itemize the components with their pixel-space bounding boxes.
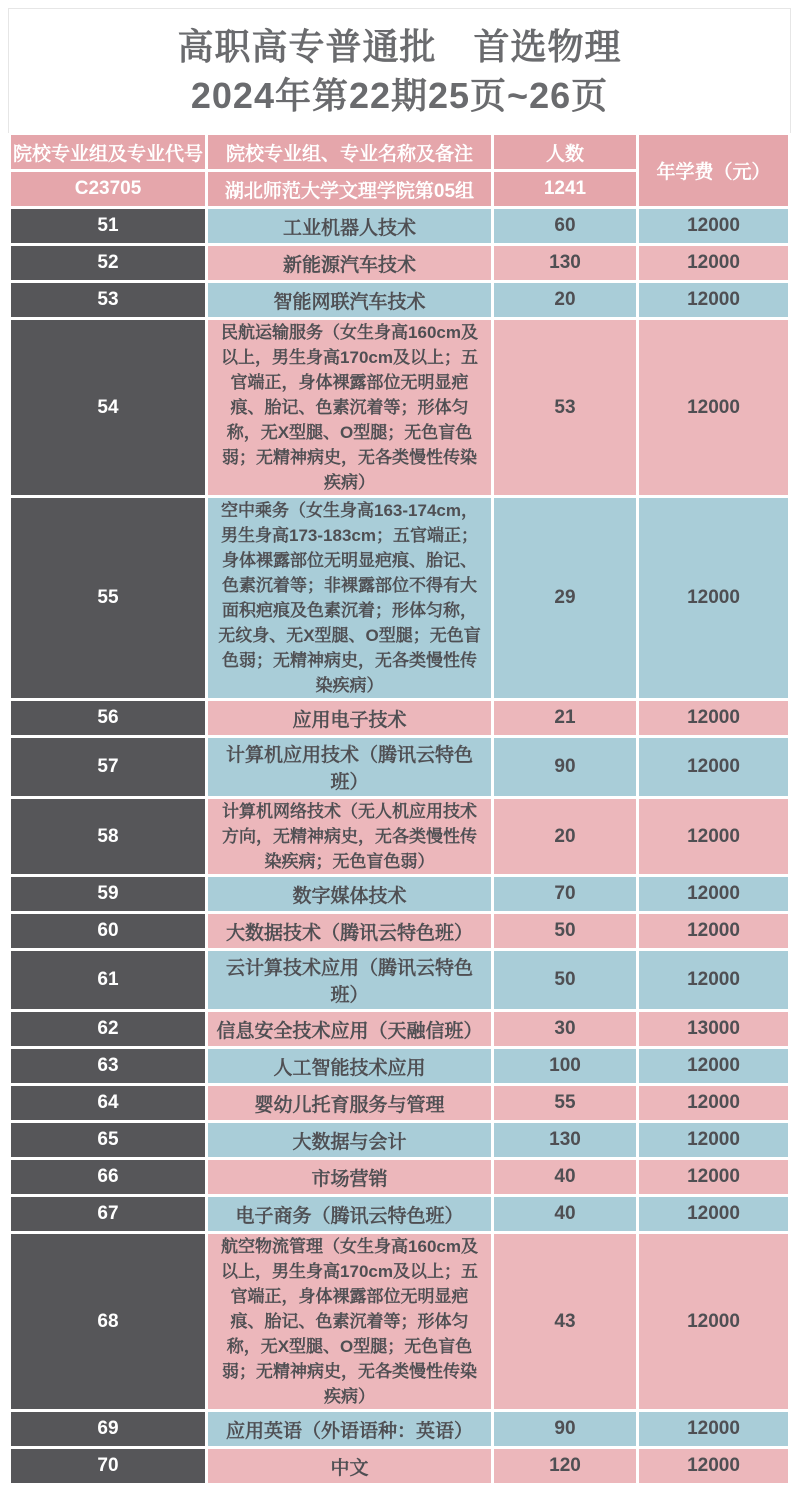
major-code: 60 [11,914,205,948]
major-name: 新能源汽车技术 [208,246,491,280]
major-name: 云计算技术应用（腾讯云特色班） [208,951,491,1009]
table-row [11,951,788,1009]
table-row [11,283,788,317]
table-row [11,1123,788,1157]
tuition-fee: 12000 [639,1197,788,1231]
major-code: 52 [11,246,205,280]
tuition-fee: 12000 [639,283,788,317]
major-name: 信息安全技术应用（天融信班） [208,1012,491,1046]
major-code: 64 [11,1086,205,1120]
tuition-fee: 12000 [639,1449,788,1483]
admission-count: 90 [494,738,636,796]
tuition-fee: 12000 [639,738,788,796]
admission-count: 40 [494,1197,636,1231]
admission-count: 130 [494,1123,636,1157]
major-name: 婴幼儿托育服务与管理 [208,1086,491,1120]
major-name: 电子商务（腾讯云特色班） [208,1197,491,1231]
admissions-table [8,132,791,1486]
table-row [11,1049,788,1083]
major-code: 55 [11,498,205,698]
major-code: 66 [11,1160,205,1194]
major-name: 人工智能技术应用 [208,1049,491,1083]
major-name: 大数据技术（腾讯云特色班） [208,914,491,948]
admission-count: 50 [494,951,636,1009]
tuition-fee: 12000 [639,209,788,243]
table-row [11,914,788,948]
header-count: 人数 [494,135,636,169]
header-major-name: 院校专业组、专业名称及备注 [208,135,491,169]
tuition-fee: 12000 [639,951,788,1009]
tuition-fee: 12000 [639,799,788,874]
table-row [11,1160,788,1194]
table-row [11,877,788,911]
admission-count: 50 [494,914,636,948]
table-row [11,738,788,796]
table-row [11,1086,788,1120]
tuition-fee: 12000 [639,1123,788,1157]
major-code: 51 [11,209,205,243]
group-count: 1241 [494,172,636,206]
major-name: 航空物流管理（女生身高160cm及以上，男生身高170cm及以上；五官端正，身体裸露部位无明显疤痕、胎记、色素沉着等；形体匀称，无X型腿、O型腿；无色盲色弱；无精神病史，无各类慢性传染疾病） [208,1234,491,1409]
admission-count: 21 [494,701,636,735]
table-row [11,1412,788,1446]
header-fee: 年学费（元） [639,135,788,206]
tuition-fee: 12000 [639,246,788,280]
table-row [11,799,788,874]
admission-count: 20 [494,283,636,317]
admission-count: 70 [494,877,636,911]
major-name: 数字媒体技术 [208,877,491,911]
major-name: 市场营销 [208,1160,491,1194]
major-name: 民航运输服务（女生身高160cm及以上，男生身高170cm及以上；五官端正，身体裸露部位无明显疤痕、胎记、色素沉着等；形体匀称，无X型腿、O型腿；无色盲色弱；无精神病史，无各类慢性传染疾病） [208,320,491,495]
title-line-1: 高职高专普通批 首选物理 [177,26,622,67]
table-row [11,701,788,735]
major-name: 工业机器人技术 [208,209,491,243]
page [8,8,791,1486]
major-name: 应用英语（外语语种：英语） [208,1412,491,1446]
admission-count: 100 [494,1049,636,1083]
group-code: C23705 [11,172,205,206]
admission-count: 20 [494,799,636,874]
major-name: 空中乘务（女生身高163-174cm，男生身高173-183cm；五官端正；身体裸露部位无明显疤痕、胎记、色素沉着等；非裸露部位不得有大面积疤痕及色素沉着；形体匀称，无纹身、无X型腿、O型腿；无色盲色弱；无精神病史，无各类慢性传染疾病） [208,498,491,698]
major-code: 53 [11,283,205,317]
admission-count: 90 [494,1412,636,1446]
major-code: 61 [11,951,205,1009]
major-name: 应用电子技术 [208,701,491,735]
group-name: 湖北师范大学文理学院第05组 [208,172,491,206]
major-code: 57 [11,738,205,796]
tuition-fee: 12000 [639,877,788,911]
admission-count: 30 [494,1012,636,1046]
major-code: 69 [11,1412,205,1446]
tuition-fee: 12000 [639,1412,788,1446]
major-name: 中文 [208,1449,491,1483]
major-code: 68 [11,1234,205,1409]
tuition-fee: 12000 [639,498,788,698]
table-row [11,1197,788,1231]
tuition-fee: 12000 [639,320,788,495]
major-code: 58 [11,799,205,874]
tuition-fee: 12000 [639,701,788,735]
table-row [11,209,788,243]
major-name: 计算机应用技术（腾讯云特色班） [208,738,491,796]
table-row [11,1012,788,1046]
admission-count: 60 [494,209,636,243]
major-name: 智能网联汽车技术 [208,283,491,317]
major-name: 大数据与会计 [208,1123,491,1157]
admission-count: 40 [494,1160,636,1194]
admission-count: 43 [494,1234,636,1409]
table-row [11,1234,788,1409]
major-code: 59 [11,877,205,911]
admission-count: 53 [494,320,636,495]
tuition-fee: 13000 [639,1012,788,1046]
major-code: 65 [11,1123,205,1157]
table-row [11,1449,788,1483]
tuition-fee: 12000 [639,1234,788,1409]
page-title [8,8,791,133]
admission-count: 120 [494,1449,636,1483]
admission-count: 55 [494,1086,636,1120]
table-row [11,320,788,495]
major-code: 62 [11,1012,205,1046]
title-line-2: 2024年第22期25页~26页 [190,75,609,116]
major-code: 70 [11,1449,205,1483]
tuition-fee: 12000 [639,1086,788,1120]
header-group-code: 院校专业组及专业代号 [11,135,205,169]
major-code: 63 [11,1049,205,1083]
major-code: 54 [11,320,205,495]
major-code: 67 [11,1197,205,1231]
tuition-fee: 12000 [639,1049,788,1083]
major-code: 56 [11,701,205,735]
admission-count: 29 [494,498,636,698]
table-row [11,498,788,698]
header-row [11,135,788,169]
tuition-fee: 12000 [639,1160,788,1194]
table-row [11,246,788,280]
major-name: 计算机网络技术（无人机应用技术方向，无精神病史，无各类慢性传染疾病；无色盲色弱） [208,799,491,874]
admission-count: 130 [494,246,636,280]
tuition-fee: 12000 [639,914,788,948]
